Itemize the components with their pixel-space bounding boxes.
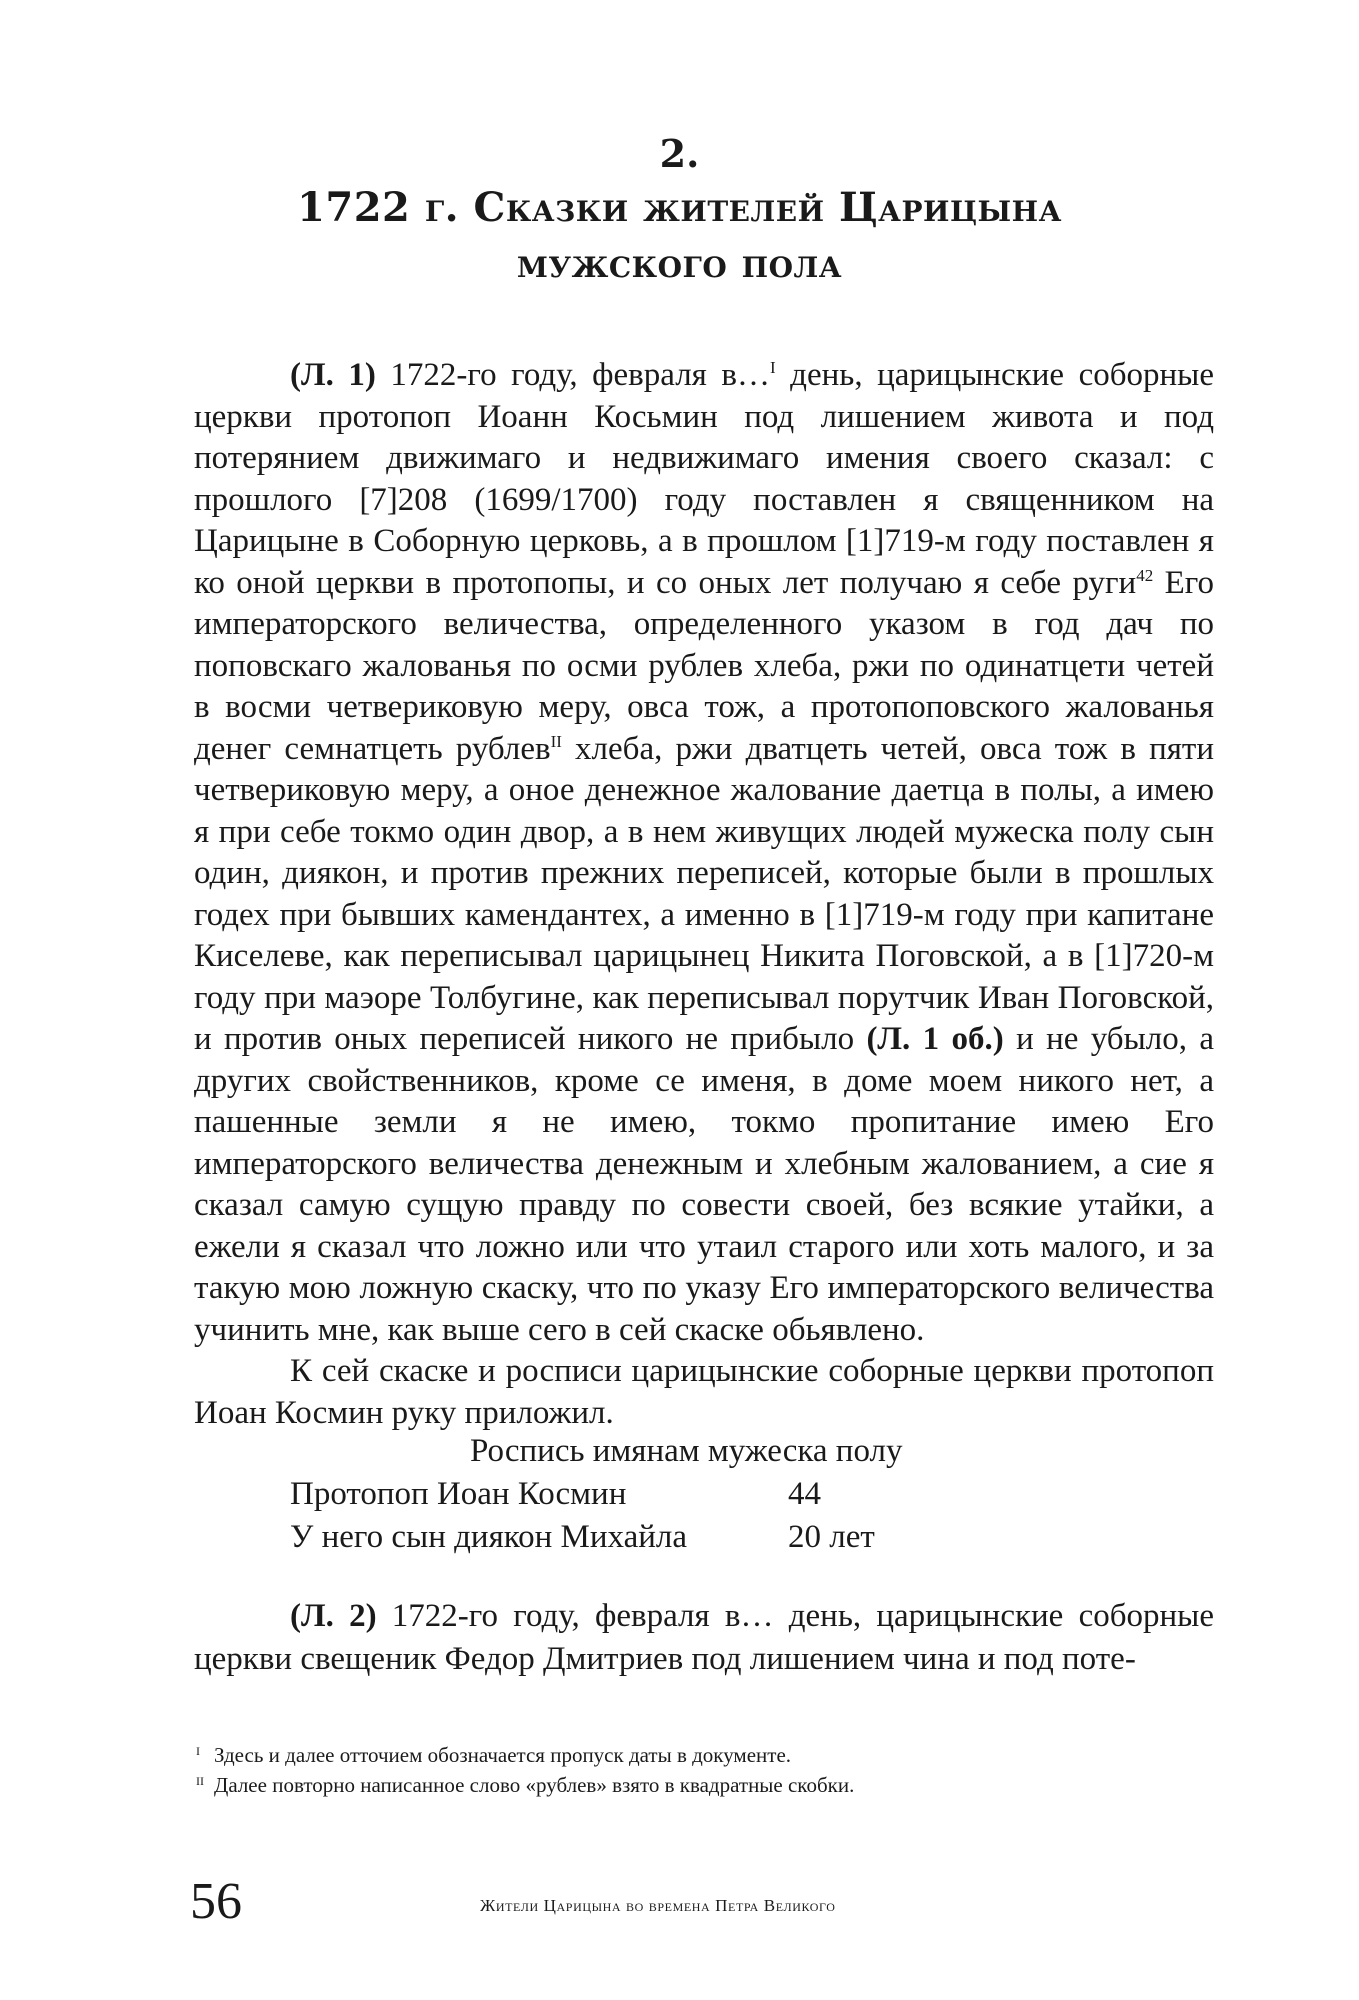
paragraph-text: хлеба, ржи дватцеть четей, овса тож в пяти четвериковую меру, а оное денежное жалование даетца в полы, а имею я при себе токмо один двор, а в нем живущих людей мужеска полу сын один, диякон, и против прежних переписей, которые были в прошлых годех при бывших камендантех, а именно в [1]719-м году при капитане Киселеве, как переписывал царицынец Никита Поговской, а в [1]720-м году при маэоре Толбугине, как переписывал порутчик Иван Поговской, и против оных переписей никого не прибыло [194, 730, 1214, 1057]
footnote [196, 1740, 1196, 1770]
paragraph-text: день, царицынские соборные церкви протопоп Иоанн Косьмин под лишением живота и под потерянием движимаго и недвижимаго имения своего сказал: с прошлого [7]208 (1699/1700) году поставлен я священником на Царицыне в Соборную церковь, а в прошлом [1]719-м году поставлен я ко оной церкви в протопопы, и со оных лет получаю я себе руги [194, 357, 1214, 601]
paragraph-text: и не убыло, а других свойственников, кроме се именя, в доме моем никого нет, а пашенные земли я не имею, токмо пропитание имею Его императорского величества денежным и хлебным жалованием, а сие я сказал самую сущую правду по совести своей, без всякие утайки, а ежели я сказал что ложно или что утаил старого или хоть малого, и за такую мою ложную скаску, что по указу Его императорского величества учинить мне, как выше сего в сей скаске обьявлено. [194, 1021, 1214, 1348]
paragraph-3 [194, 1595, 1214, 1681]
chapter-title-line-2: мужского пола [516, 240, 843, 287]
footnote-text: Далее повторно написанное слово «рублев» взято в квадратные скобки. [214, 1773, 855, 1797]
roster-age: 44 [788, 1476, 821, 1512]
chapter-heading [0, 128, 1359, 292]
paragraph-text: 1722-го году, февраля в… день, царицынские соборные церкви свещеник Федор Дмитриев под лишением чина и под поте- [194, 1598, 1214, 1677]
folio-label: (Л. 1 об.) [866, 1021, 1004, 1057]
footnote-mark: I [196, 1744, 200, 1758]
chapter-title-line-1: 1722 г. Сказки жителей Царицына [297, 184, 1062, 231]
roster-row: Протопоп Иоан Космин [290, 1476, 627, 1512]
roster-title: Роспись имянам мужеска полу [470, 1433, 903, 1469]
paragraph-text: Его императорского величества, определенного указом в год дач по поповскаго жалованья по осми рублев хлеба, ржи по одинатцети четей в восми четвериковую меру, овса тож, а протопоповского жалованья денег семнатцеть рублев [194, 564, 1214, 767]
folio-label: (Л. 2) [290, 1598, 377, 1634]
document-body-continued [194, 1595, 1214, 1681]
footnote-text: Здесь и далее отточием обозначается пропуск даты в документе. [214, 1743, 792, 1767]
chapter-number: 2. [659, 131, 700, 176]
running-title: Жители Царицына во времена Петра Великого [480, 1896, 836, 1915]
footnote-ref-2: II [550, 731, 562, 751]
folio-label: (Л. 1) [290, 357, 376, 393]
roster-row: У него сын диякон Михайла [290, 1519, 687, 1555]
paragraph-1 [194, 355, 1214, 1351]
paragraph-text: 1722-го году, февраля в… [375, 357, 770, 393]
footnote-ref-1: I [769, 358, 776, 377]
footnote-mark: II [196, 1774, 204, 1788]
page-number: 56 [190, 1873, 242, 1930]
footnotes [196, 1740, 1196, 1800]
footnote [196, 1770, 1196, 1800]
footnote-ref-42: 42 [1136, 565, 1154, 585]
roster-age: 20 лет [788, 1519, 875, 1555]
document-body [194, 355, 1214, 1434]
paragraph-2: К сей скаске и росписи царицынские соборные церкви протопоп Иоан Космин руку приложил. [194, 1353, 1214, 1431]
